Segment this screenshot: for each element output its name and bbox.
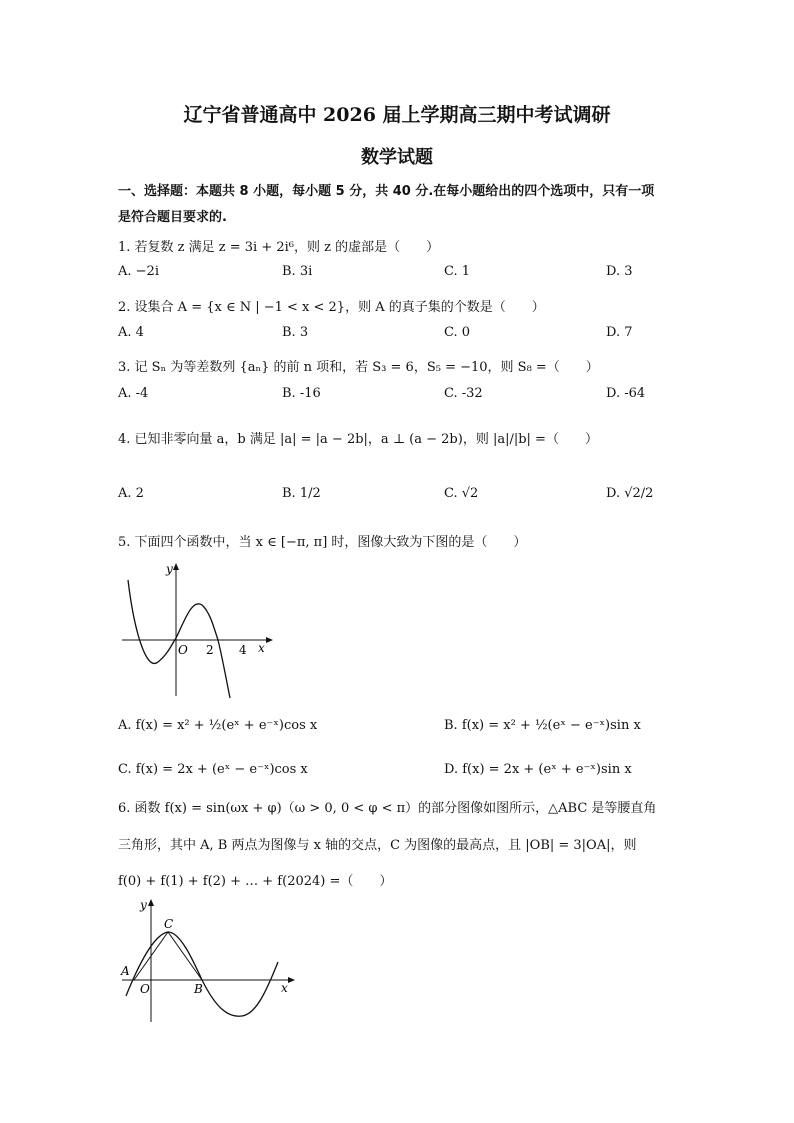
q5-tick-2: 2	[206, 643, 214, 657]
question-3-stem: 3. 记 Sₙ 为等差数列 {aₙ} 的前 n 项和，若 S₃ = 6，S₅ = −10，则 S₈ =（ ）	[118, 360, 599, 375]
section-heading-cont: 是符合题目要求的.	[118, 210, 227, 225]
q1-option-a[interactable]: A. −2i	[118, 264, 159, 279]
q4-option-a[interactable]: A. 2	[118, 486, 144, 501]
question-6-stem-cont: 三角形，其中 A, B 两点为图像与 x 轴的交点，C 为图像的最高点，且 |OB| = 3|OA|，则	[118, 838, 637, 853]
q5-option-a[interactable]: A. f(x) = x² + ½(eˣ + e⁻ˣ)cos x	[118, 718, 318, 733]
question-1-stem: 1. 若复数 z 满足 z = 3i + 2i⁶，则 z 的虚部是（ ）	[118, 240, 440, 255]
q6-y-label: y	[140, 898, 147, 912]
q6-origin-label: O	[140, 982, 150, 996]
q6-point-b-label: B	[194, 982, 203, 996]
q6-point-c-label: C	[164, 917, 174, 931]
q3-option-d[interactable]: D. -64	[606, 386, 646, 401]
q4-option-d[interactable]: D. √2/2	[606, 486, 654, 501]
q2-option-b[interactable]: B. 3	[282, 325, 309, 340]
question-4-stem: 4. 已知非零向量 a，b 满足 |a| = |a − 2b|，a ⊥ (a − 2b)，则 |a|/|b| =（ ）	[118, 432, 598, 447]
q5-curve	[128, 580, 230, 698]
q6-y-arrow-icon	[148, 899, 154, 906]
question-5-graph	[118, 560, 278, 700]
q5-y-label: y	[166, 562, 173, 576]
q5-option-d[interactable]: D. f(x) = 2x + (eˣ + e⁻ˣ)sin x	[444, 762, 632, 777]
section-heading: 一、选择题：本题共 8 小题，每小题 5 分，共 40 分.在每小题给出的四个选项中，只有一项	[118, 184, 655, 199]
q3-option-b[interactable]: B. -16	[282, 386, 321, 401]
q5-option-b[interactable]: B. f(x) = x² + ½(eˣ − e⁻ˣ)sin x	[444, 718, 641, 733]
q3-option-c[interactable]: C. -32	[444, 386, 483, 401]
question-2-stem: 2. 设集合 A = {x ∈ N | −1 < x < 2}，则 A 的真子集的个数是（ ）	[118, 300, 545, 315]
q5-y-arrow-icon	[173, 563, 179, 570]
question-6-stem-end: f(0) + f(1) + f(2) + … + f(2024) =（ ）	[118, 874, 393, 889]
q2-option-c[interactable]: C. 0	[444, 325, 471, 340]
q1-option-c[interactable]: C. 1	[444, 264, 471, 279]
q6-point-a-label: A	[121, 964, 130, 978]
q3-option-a[interactable]: A. -4	[118, 386, 149, 401]
question-5-stem: 5. 下面四个函数中，当 x ∈ [−π, π] 时，图像大致为下图的是（ ）	[118, 535, 527, 550]
question-6-graph	[118, 896, 298, 1026]
q4-option-c[interactable]: C. √2	[444, 486, 479, 501]
q4-option-b[interactable]: B. 1/2	[282, 486, 321, 501]
q1-option-d[interactable]: D. 3	[606, 264, 633, 279]
q2-option-d[interactable]: D. 7	[606, 325, 633, 340]
q6-x-arrow-icon	[288, 977, 295, 983]
q6-x-label: x	[281, 981, 288, 995]
page-title: 辽宁省普通高中 2026 届上学期高三期中考试调研	[183, 104, 611, 126]
page-subtitle: 数学试题	[361, 147, 433, 168]
q5-option-c[interactable]: C. f(x) = 2x + (eˣ − e⁻ˣ)cos x	[118, 762, 308, 777]
q1-option-b[interactable]: B. 3i	[282, 264, 313, 279]
q5-origin-label: O	[178, 643, 188, 657]
question-6-stem: 6. 函数 f(x) = sin(ωx + φ)（ω > 0, 0 < φ < π）的部分图像如图所示，△ABC 是等腰直角	[118, 801, 657, 816]
q5-tick-4: 4	[239, 643, 247, 657]
q5-x-label: x	[258, 641, 265, 655]
q6-sine-curve	[126, 932, 278, 1016]
q2-option-a[interactable]: A. 4	[118, 325, 144, 340]
q5-x-arrow-icon	[266, 637, 273, 643]
